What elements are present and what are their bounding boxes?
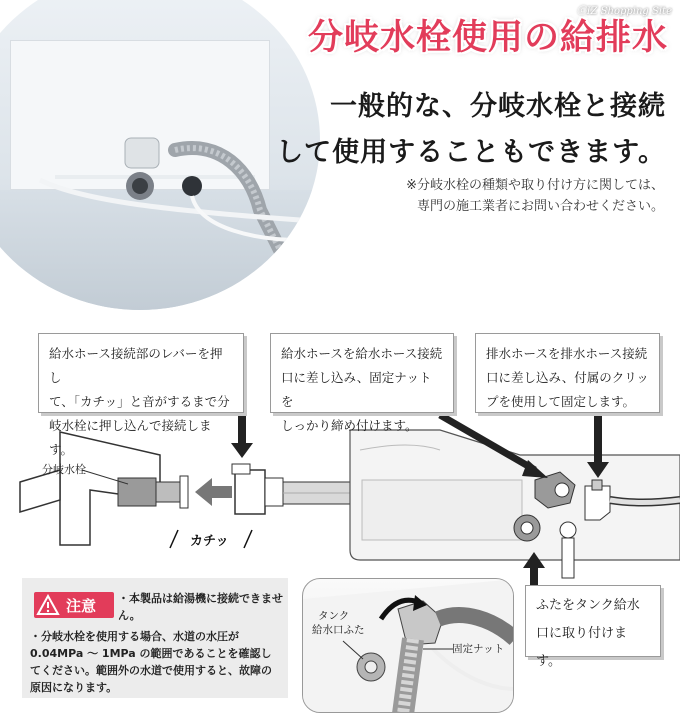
note-line-2: 専門の施工業者にお問い合わせください。 [416, 199, 664, 214]
callout-supply-line-1: 給水ホースを給水ホース接続 [281, 346, 443, 361]
warning-icon [36, 594, 60, 616]
callout-supply-hose [270, 333, 454, 433]
drain-connector [585, 486, 610, 520]
inset-tank-cap-label-1: タンク [318, 610, 350, 622]
inset-fixing-nut-label: 固定ナット [452, 643, 505, 655]
caution-item-2: ・分岐水栓を使用する場合、水道の水圧が0.04MPa ～ 1MPa の範囲であることを確認してください。範囲外の水道で使用すると、故障の原因になります。 [30, 630, 272, 694]
callout-cap-line-2: 口に取り付けます。 [536, 626, 628, 669]
page-title: 分岐水栓使用の給排水 [307, 18, 668, 58]
callout-tank-cap [525, 585, 661, 669]
inset-tank-cap-label-2: 給水口ふた [312, 624, 365, 636]
callout-drain-line-3: プを使用して固定します。 [486, 394, 636, 409]
callout-drain-line-1: 排水ホースを排水ホース接続 [486, 346, 648, 361]
hose-connector [235, 470, 265, 514]
callout-lever-line-2: て、「カチッ」と音がするまで分 [49, 394, 230, 409]
callout-lever-line-1: 給水ホース接続部のレバーを押し [49, 346, 223, 385]
callout-lever [38, 333, 244, 457]
click-sound-label: カチッ [190, 534, 229, 549]
callout-lever-line-3: 岐水栓に押し込んで接続します。 [49, 418, 212, 457]
site-watermark: ⓒIZ Shopping Site [576, 6, 672, 17]
callout-drain-line-2: 口に差し込み、付属のクリッ [486, 370, 649, 385]
branch-faucet-label: 分岐水栓 [42, 463, 86, 476]
callout-cap-line-1: ふたをタンク給水 [536, 598, 640, 613]
callout-supply-line-3: しっかり締め付けます。 [281, 418, 418, 433]
lead-line-1: 一般的な、分岐水栓と接続 [330, 91, 666, 122]
lead-line-2: して使用することもできます。 [276, 137, 666, 168]
note-line-1: ※分岐水栓の種類や取り付け方に関しては、 [406, 178, 664, 193]
callout-supply-line-2: 口に差し込み、固定ナットを [281, 370, 432, 409]
callout-drain-hose [475, 333, 660, 413]
caution-label: 注意 [66, 597, 97, 615]
arrow-lever [231, 443, 253, 458]
push-arrow-icon [195, 478, 232, 506]
caution-item-1: ・本製品は給湯機に接続できません。 [118, 592, 283, 622]
